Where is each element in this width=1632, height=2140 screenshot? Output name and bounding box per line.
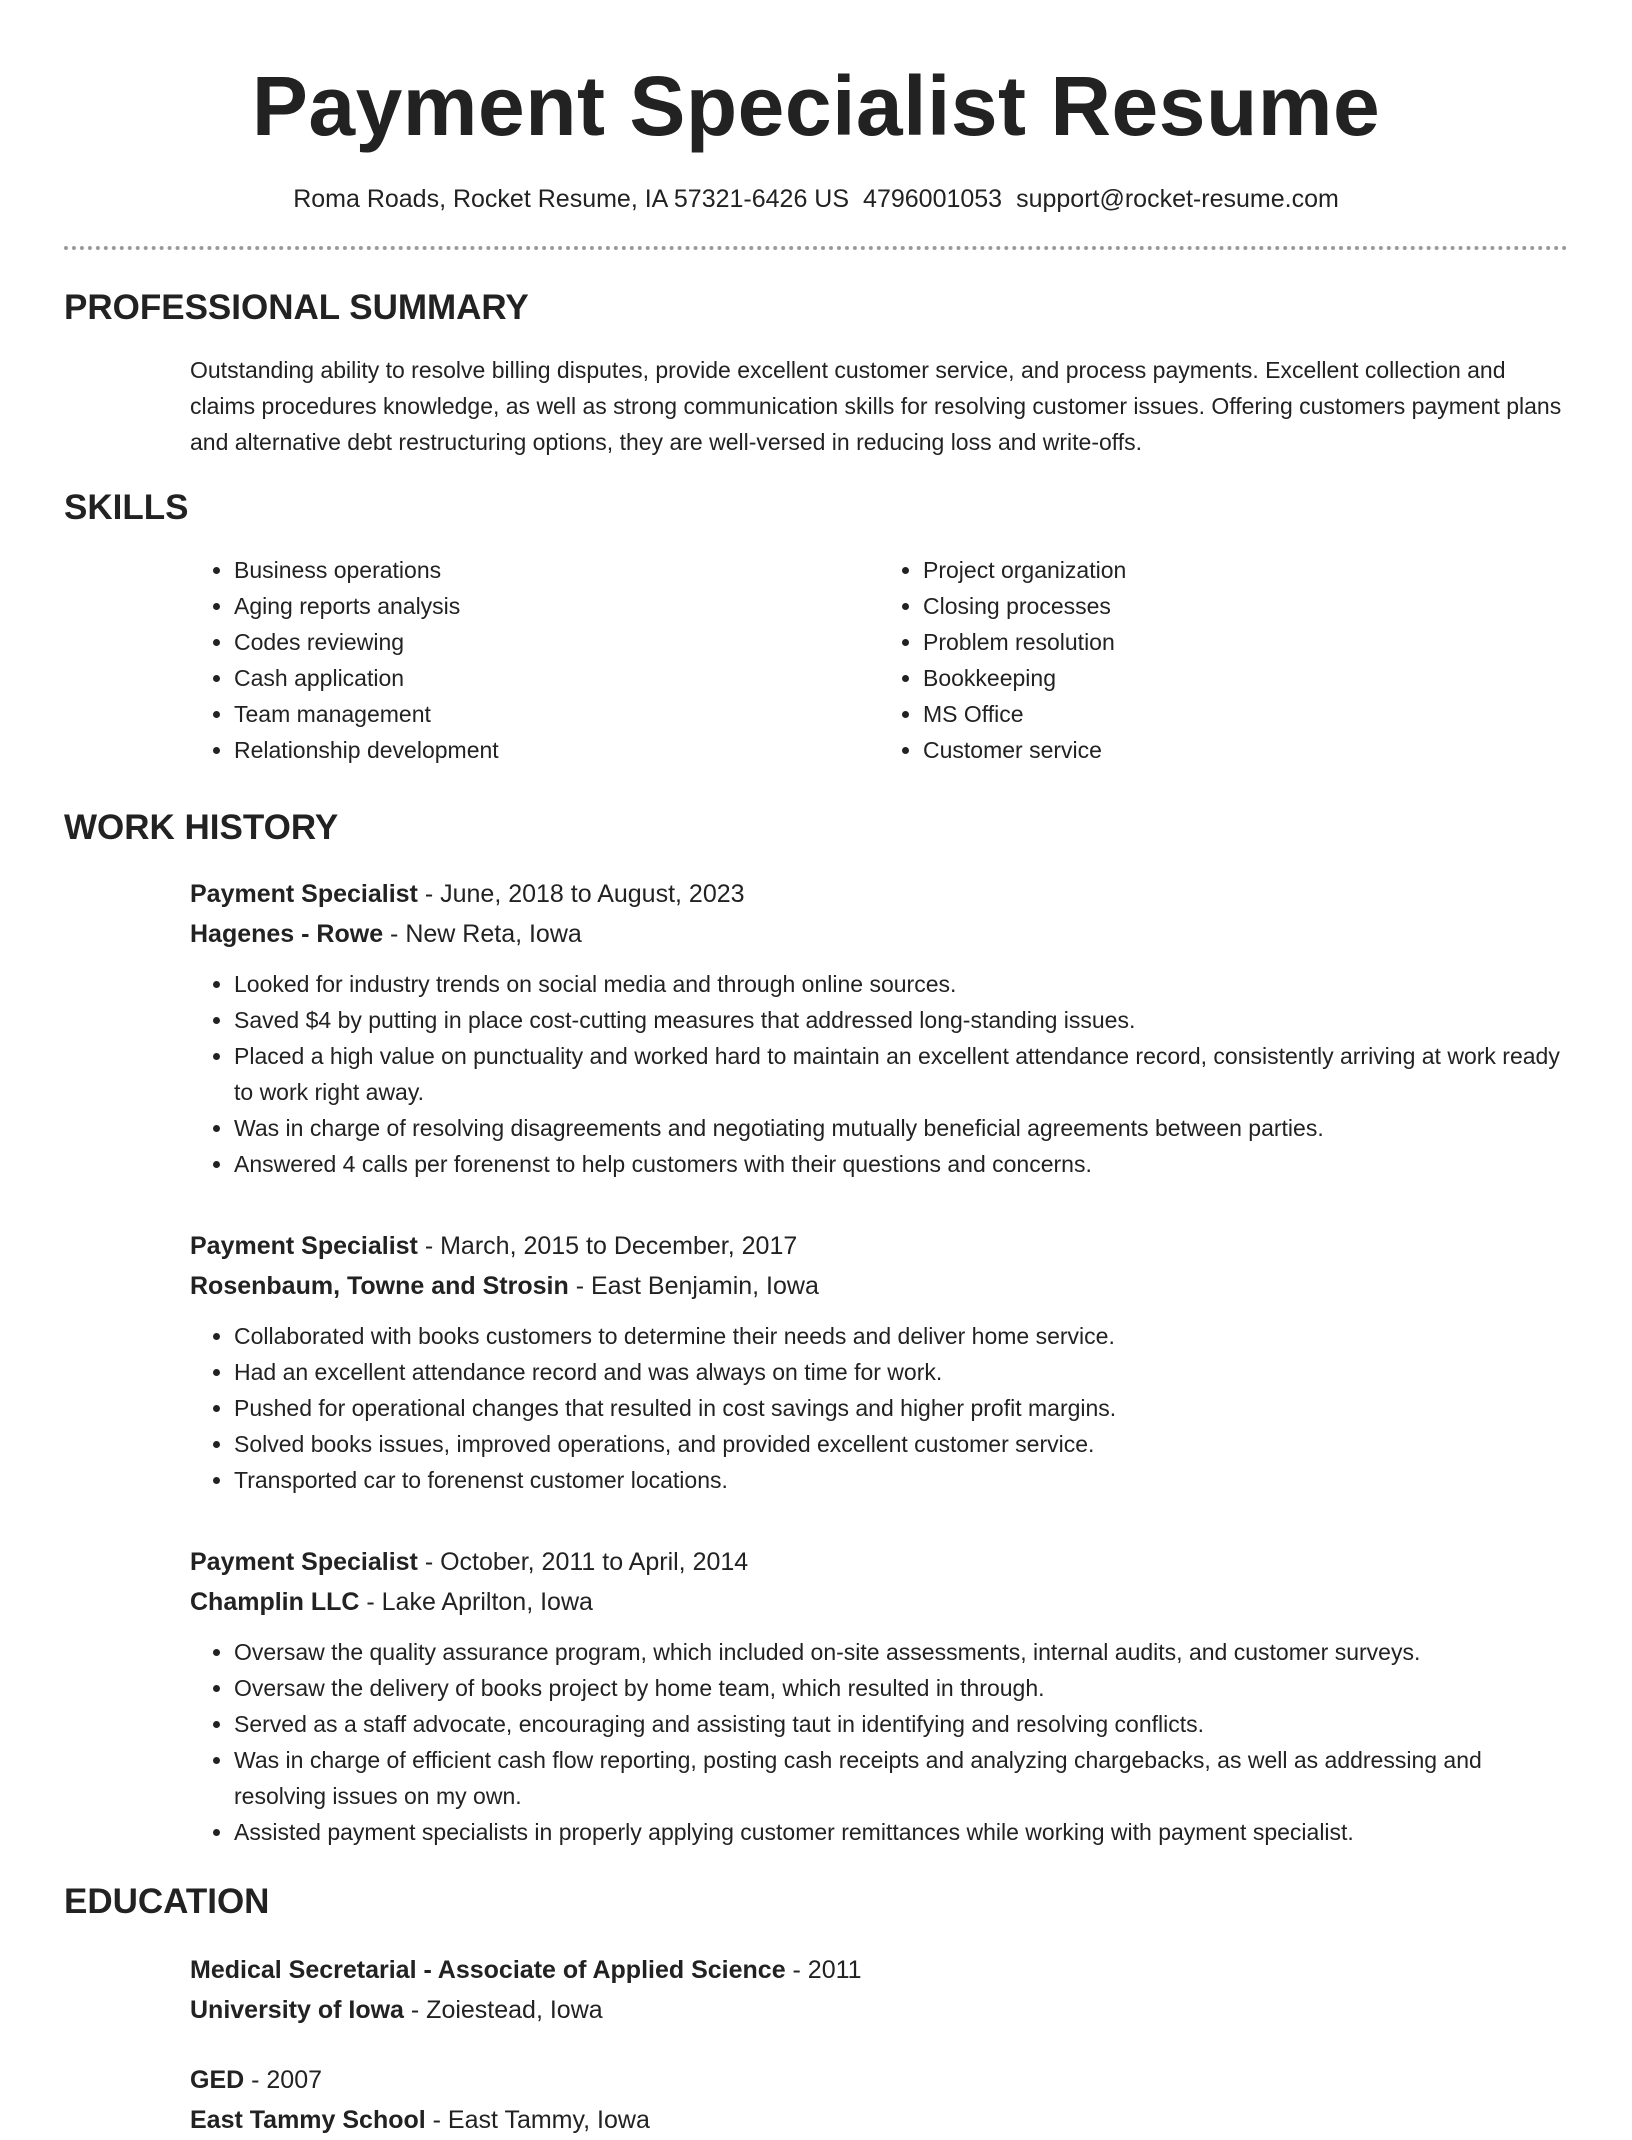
job-location: - Lake Aprilton, Iowa: [359, 1588, 593, 1616]
job-bullet: • Was in charge of efficient cash flow reporting, posting cash receipts and analyzing chargebacks, as well as addressing and resolving issues on my own.: [234, 1742, 1568, 1814]
contact-line: [64, 182, 1568, 216]
page-title: Payment Specialist Resume: [251, 59, 1381, 153]
job-company-line: [190, 1266, 1568, 1306]
job-bullets: [190, 966, 1568, 1182]
skill-item: • Bookkeeping: [923, 660, 1568, 696]
header-divider: [64, 246, 1568, 250]
education-degree: GED: [190, 2066, 245, 2094]
job-bullet: • Pushed for operational changes that resulted in cost savings and higher profit margins.: [234, 1390, 1568, 1426]
contact-email: support@rocket-resume.com: [1016, 185, 1339, 213]
education-school: East Tammy School: [190, 2106, 426, 2134]
job-bullet: • Solved books issues, improved operations, and provided excellent customer service.: [234, 1426, 1568, 1462]
education-heading: EDUCATION: [64, 1882, 270, 1921]
skill-item: • Relationship development: [234, 732, 879, 768]
resume-header: [64, 0, 1568, 216]
contact-phone: 4796001053: [863, 185, 1003, 213]
skills-heading: SKILLS: [64, 488, 189, 527]
job-bullets: [190, 1318, 1568, 1498]
job-bullet: • Looked for industry trends on social media and through online sources.: [234, 966, 1568, 1002]
education-year: - 2011: [785, 1956, 862, 1984]
job-bullet: • Oversaw the delivery of books project by home team, which resulted in through.: [234, 1670, 1568, 1706]
education-location: - East Tammy, Iowa: [425, 2106, 650, 2134]
skills-column-left: [190, 552, 879, 768]
skill-item: • Team management: [234, 696, 879, 732]
job-company-line: [190, 914, 1568, 954]
summary-heading: PROFESSIONAL SUMMARY: [64, 288, 529, 327]
job-entry: [190, 1226, 1568, 1498]
summary-section: [64, 286, 1568, 460]
education-degree-line: [190, 1950, 1568, 1990]
education-school-line: [190, 1990, 1568, 2030]
skill-item: • Cash application: [234, 660, 879, 696]
job-company-line: [190, 1582, 1568, 1622]
job-title: Payment Specialist: [190, 1232, 418, 1260]
job-bullet: • Answered 4 calls per forenenst to help customers with their questions and concerns.: [234, 1146, 1568, 1182]
work-history-heading: WORK HISTORY: [64, 808, 339, 847]
job-bullet: • Oversaw the quality assurance program, which included on-site assessments, internal audits, and customer surveys.: [234, 1634, 1568, 1670]
job-company: Champlin LLC: [190, 1588, 360, 1616]
job-title: Payment Specialist: [190, 1548, 418, 1576]
skill-item: • Codes reviewing: [234, 624, 879, 660]
job-dates: - March, 2015 to December, 2017: [417, 1232, 798, 1260]
education-degree-line: [190, 2060, 1568, 2100]
skills-section: [64, 486, 1568, 768]
job-bullet: • Placed a high value on punctuality and worked hard to maintain an excellent attendance record, consistently arriving at work ready to work right away.: [234, 1038, 1568, 1110]
skill-item: • Project organization: [923, 552, 1568, 588]
education-year: - 2007: [244, 2066, 323, 2094]
skill-item: • Problem resolution: [923, 624, 1568, 660]
skill-item: • Closing processes: [923, 588, 1568, 624]
job-bullet: • Collaborated with books customers to determine their needs and deliver home service.: [234, 1318, 1568, 1354]
contact-address: Roma Roads, Rocket Resume, IA 57321-6426 US: [293, 185, 850, 213]
job-bullet: • Saved $4 by putting in place cost-cutting measures that addressed long-standing issues.: [234, 1002, 1568, 1038]
job-bullet: • Served as a staff advocate, encouraging and assisting taut in identifying and resolving conflicts.: [234, 1706, 1568, 1742]
skill-item: • MS Office: [923, 696, 1568, 732]
job-bullets: [190, 1634, 1568, 1850]
education-section: [64, 1880, 1568, 2140]
job-dates: - October, 2011 to April, 2014: [417, 1548, 749, 1576]
job-bullet: • Assisted payment specialists in properly applying customer remittances while working with payment specialist.: [234, 1814, 1568, 1850]
job-entry: [190, 1542, 1568, 1850]
job-bullet: • Was in charge of resolving disagreements and negotiating mutually beneficial agreements between parties.: [234, 1110, 1568, 1146]
education-school: University of Iowa: [190, 1996, 404, 2024]
education-entry: [190, 1950, 1568, 2030]
work-history-section: [64, 806, 1568, 1850]
education-school-line: [190, 2100, 1568, 2140]
job-company: Hagenes - Rowe: [190, 920, 384, 948]
skill-item: • Customer service: [923, 732, 1568, 768]
job-bullet: • Had an excellent attendance record and was always on time for work.: [234, 1354, 1568, 1390]
job-role-line: [190, 1226, 1568, 1266]
job-entry: [190, 874, 1568, 1182]
job-company: Rosenbaum, Towne and Strosin: [190, 1272, 569, 1300]
job-dates: - June, 2018 to August, 2023: [417, 880, 745, 908]
job-role-line: [190, 874, 1568, 914]
education-entry: [190, 2060, 1568, 2140]
job-bullet: • Transported car to forenenst customer locations.: [234, 1462, 1568, 1498]
skills-grid: [190, 552, 1568, 768]
education-location: - Zoiestead, Iowa: [403, 1996, 603, 2024]
job-title: Payment Specialist: [190, 880, 418, 908]
summary-text: Outstanding ability to resolve billing disputes, provide excellent customer service, and process payments. Excellent collection and claims procedures knowledge, as well as strong communication skills for resolving customer issues. Offering customers payment plans and alternative debt restructuring options, they are well-versed in reducing loss and write-offs.: [190, 357, 1562, 455]
job-location: - New Reta, Iowa: [383, 920, 582, 948]
skill-item: • Business operations: [234, 552, 879, 588]
skill-item: • Aging reports analysis: [234, 588, 879, 624]
education-degree: Medical Secretarial - Associate of Applied Science: [190, 1956, 786, 1984]
skills-column-right: [879, 552, 1568, 768]
job-role-line: [190, 1542, 1568, 1582]
job-location: - East Benjamin, Iowa: [568, 1272, 819, 1300]
